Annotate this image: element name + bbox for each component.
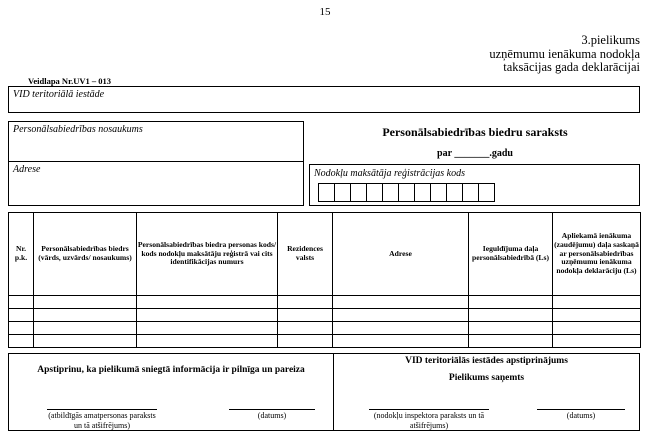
col-header-address: Adrese <box>333 213 469 296</box>
table-cell[interactable] <box>469 335 553 348</box>
table-cell[interactable] <box>34 335 137 348</box>
list-title: Personālsabiedrības biedru saraksts <box>382 125 568 139</box>
table-cell[interactable] <box>553 335 641 348</box>
table-cell[interactable] <box>469 296 553 309</box>
code-cell[interactable] <box>334 183 351 202</box>
annex-line-2: uzņēmumu ienākuma nodokļa <box>489 46 640 61</box>
form-code: Veidlapa Nr.UV1 – 013 <box>28 76 111 86</box>
table-cell[interactable] <box>137 335 278 348</box>
vid-office-label: VID teritoriālā iestāde <box>13 89 105 100</box>
table-cell[interactable] <box>137 296 278 309</box>
taxpayer-code-field[interactable] <box>309 164 640 206</box>
col-header-investment-share: Ieguldījuma daļa personālsabiedrībā (Ls) <box>469 213 553 296</box>
company-name-label: Personālsabiedrības nosaukums <box>13 124 143 135</box>
confirm-right-title: VID teritoriālās iestādes apstiprinājums <box>405 356 568 366</box>
table-cell[interactable] <box>553 309 641 322</box>
table-row <box>9 296 641 309</box>
company-name-field[interactable] <box>8 121 304 162</box>
year-line: par _______.gadu <box>437 148 513 159</box>
col-header-member: Personālsabiedrības biedrs (vārds, uzvārds/ nosaukums) <box>34 213 137 296</box>
table-cell[interactable] <box>9 296 34 309</box>
table-cell[interactable] <box>278 309 333 322</box>
address-field[interactable] <box>8 161 304 206</box>
code-cell[interactable] <box>462 183 479 202</box>
table-cell[interactable] <box>9 309 34 322</box>
confirm-left-title: Apstiprinu, ka pielikumā sniegtā informācija ir pilnīga un pareiza <box>37 365 305 375</box>
right-date-caption: (datums) <box>537 409 625 421</box>
code-cell[interactable] <box>398 183 415 202</box>
col-header-residence-country: Rezidences valsts <box>278 213 333 296</box>
table-header-row <box>9 213 641 296</box>
right-signature-caption: (nodokļu inspektora paraksts un tā atšifrējums) <box>369 409 489 430</box>
table-cell[interactable] <box>9 335 34 348</box>
table-cell[interactable] <box>34 296 137 309</box>
table-row <box>9 322 641 335</box>
table-cell[interactable] <box>34 309 137 322</box>
taxpayer-code-label: Nodokļu maksātāja reģistrācijas kods <box>314 168 466 179</box>
code-cell[interactable] <box>382 183 399 202</box>
col-header-taxable-income-share: Apliekamā ienākuma (zaudējumu) daļa saskaņā ar personālsabiedrības uzņēmumu ienākuma nodokļa deklarāciju (Ls) <box>553 213 641 296</box>
annex-line-3: taksācijas gada deklarācijai <box>503 60 640 74</box>
confirm-right-subtitle: Pielikums saņemts <box>448 373 525 383</box>
table-cell[interactable] <box>469 322 553 335</box>
table-cell[interactable] <box>278 335 333 348</box>
code-cell[interactable] <box>430 183 447 202</box>
col-header-personal-code: Personālsabiedrības biedra personas kods/ kods nodokļu maksātāju reģistrā vai cits identifikācijas numurs <box>137 213 278 296</box>
vid-office-field[interactable] <box>8 86 640 113</box>
annex-heading <box>489 34 640 75</box>
address-label: Adrese <box>13 164 41 175</box>
table-cell[interactable] <box>553 322 641 335</box>
code-cell[interactable] <box>446 183 463 202</box>
table-cell[interactable] <box>333 309 469 322</box>
table-cell[interactable] <box>333 335 469 348</box>
taxpayer-code-cells <box>318 183 494 202</box>
table-cell[interactable] <box>137 322 278 335</box>
code-cell[interactable] <box>366 183 383 202</box>
table-cell[interactable] <box>278 296 333 309</box>
code-cell[interactable] <box>414 183 431 202</box>
page-number: 15 <box>319 6 331 18</box>
table-cell[interactable] <box>9 322 34 335</box>
code-cell[interactable] <box>350 183 367 202</box>
table-cell[interactable] <box>553 296 641 309</box>
table-cell[interactable] <box>278 322 333 335</box>
table-cell[interactable] <box>333 322 469 335</box>
table-cell[interactable] <box>137 309 278 322</box>
table-cell[interactable] <box>469 309 553 322</box>
left-signature-caption: (atbildīgās amatpersonas paraksts un tā atšifrējums) <box>48 411 156 430</box>
annex-line-1: 3.pielikums <box>581 33 640 47</box>
confirmation-block <box>8 353 640 431</box>
code-cell[interactable] <box>318 183 335 202</box>
members-table <box>8 212 641 348</box>
left-date-caption: (datums) <box>229 409 315 421</box>
table-row <box>9 309 641 322</box>
col-header-nr: Nr. p.k. <box>9 213 34 296</box>
table-row <box>9 335 641 348</box>
table-cell[interactable] <box>333 296 469 309</box>
table-cell[interactable] <box>34 322 137 335</box>
code-cell[interactable] <box>478 183 495 202</box>
